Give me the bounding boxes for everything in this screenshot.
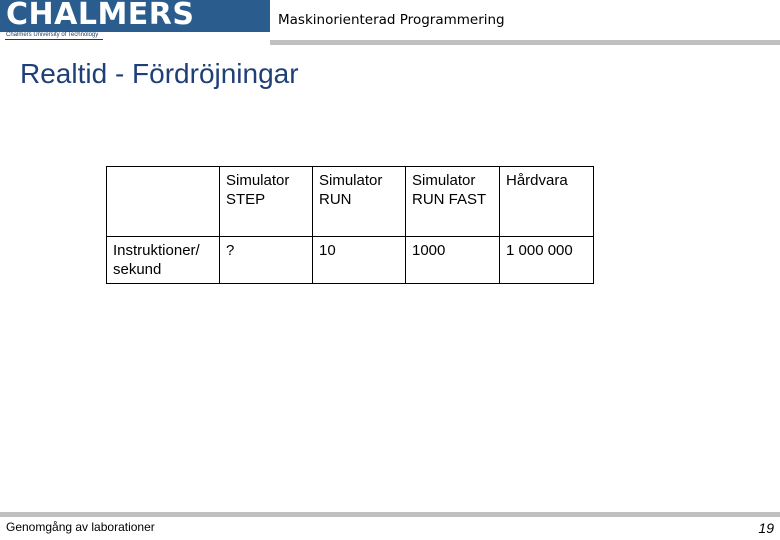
- page-number: 19: [758, 520, 774, 536]
- table-cell: Simulator STEP: [220, 167, 313, 237]
- logo-underline: [5, 39, 103, 40]
- logo-text: CHALMERS: [6, 0, 195, 32]
- chalmers-logo: [0, 0, 270, 32]
- table-header-row: [107, 167, 594, 237]
- table-cell: [107, 167, 220, 237]
- table-cell: 1 000 000: [500, 237, 594, 284]
- table-cell: Simulator RUN: [313, 167, 406, 237]
- table-cell: Instruktioner/ sekund: [107, 237, 220, 284]
- table-cell: Hårdvara: [500, 167, 594, 237]
- speed-table: [106, 166, 594, 284]
- header-divider: [270, 40, 780, 45]
- logo-subtitle: Chalmers University of Technology: [6, 32, 99, 38]
- table-cell: ?: [220, 237, 313, 284]
- table-cell: Simulator RUN FAST: [406, 167, 500, 237]
- footer-text: Genomgång av laborationer: [6, 520, 155, 534]
- slide-title: Realtid - Fördröjningar: [20, 58, 299, 89]
- footer-divider: [0, 512, 780, 517]
- table-cell: 1000: [406, 237, 500, 284]
- course-title: Maskinorienterad Programmering: [278, 12, 505, 28]
- table-row: [107, 237, 594, 284]
- table-cell: 10: [313, 237, 406, 284]
